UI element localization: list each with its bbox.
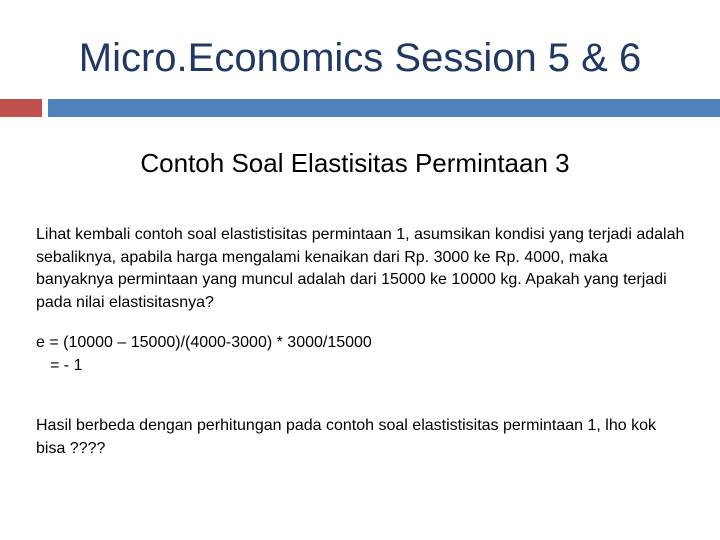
accent-bar-blue-segment <box>48 99 720 117</box>
slide-title: Micro.Economics Session 5 & 6 <box>78 36 642 80</box>
slide-content <box>36 224 686 460</box>
accent-bar <box>0 99 720 117</box>
formula-line-2: = - 1 <box>50 356 83 374</box>
slide-subtitle: Contoh Soal Elastisitas Permintaan 3 <box>140 148 570 178</box>
closing-paragraph: Hasil berbeda dengan perhitungan pada contoh soal elastistisitas permintaan 1, lho kok bisa ???? <box>36 417 656 457</box>
problem-paragraph: Lihat kembali contoh soal elastistisitas permintaan 1, asumsikan kondisi yang terjadi adalah sebaliknya, apabila harga mengalami kenaikan dari Rp. 3000 ke Rp. 4000, maka banyaknya permintaan yang muncul adalah dari 15000 ke 10000 kg. Apakah yang terjadi pada nilai elastisitasnya? <box>36 226 685 311</box>
formula-line-1: e = (10000 – 15000)/(4000-3000) * 3000/15000 <box>36 334 372 351</box>
accent-bar-red-segment <box>0 99 42 117</box>
